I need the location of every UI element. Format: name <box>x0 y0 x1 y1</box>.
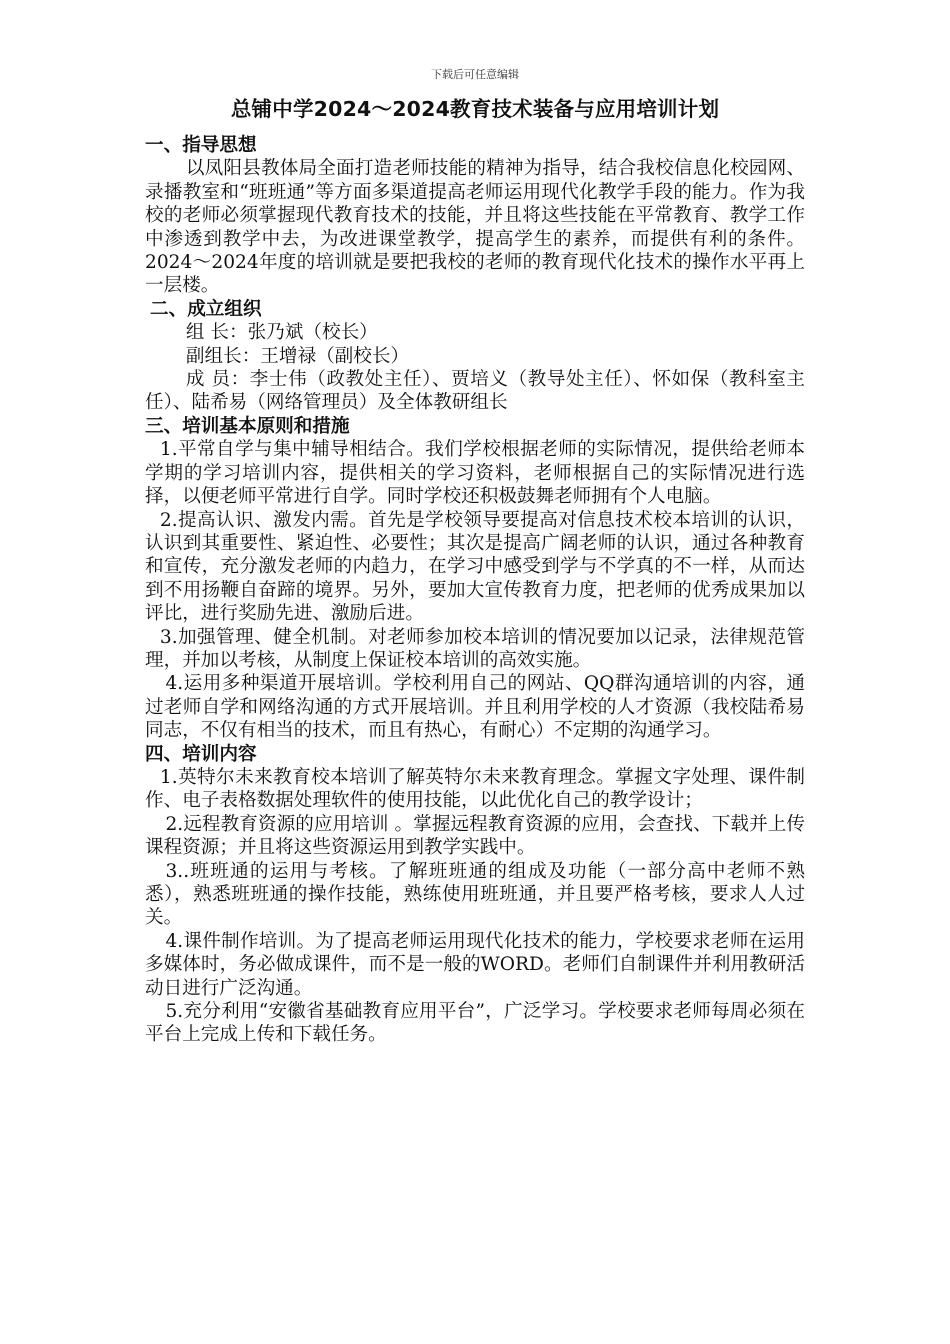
principle-item-3: 3.加强管理、健全机制。对老师参加校本培训的情况要加以记录，法律规范管理，并加以考核，从制度上保证校本培训的高效实施。 <box>145 626 805 671</box>
content-item-3: 3..班班通的运用与考核。了解班班通的组成及功能（一部分高中老师不熟悉），熟悉班班通的操作技能，熟练使用班班通，并且要严格考核，要求人人过关。 <box>145 860 805 929</box>
org-members: 成 员：李士伟（政教处主任）、贾培义（教导处主任）、怀如保（教科室主任）、陆希易（网络管理员）及全体教研组长 <box>145 369 805 414</box>
paragraph-guiding-thought: 以凤阳县教体局全面打造老师技能的精神为指导，结合我校信息化校园网、录播教室和“班班通”等方面多渠道提高老师运用现代化教学手段的能力。作为我校的老师必须掌握现代教育技术的技能，并且将这些技能在平常教育、教学工作中渗透到教学中去，为改进课堂教学，提高学生的素养，而提供有利的条件。2024～2024年度的培训就是要把我校的老师的教育现代化技术的操作水平再上一层楼。 <box>145 158 805 297</box>
content-item-1: 1.英特尔未来教育校本培训了解英特尔未来教育理念。掌握文字处理、课件制作、电子表格数据处理软件的使用技能，以此优化自己的教学设计； <box>145 766 805 812</box>
principle-item-4: 4.运用多种渠道开展培训。学校利用自己的网站、QQ群沟通培训的内容，通过老师自学和网络沟通的方式开展培训。并且利用学校的人才资源（我校陆希易同志，不仅有相当的技术，而且有热心，有耐心）不定期的沟通学习。 <box>145 673 805 742</box>
document-body <box>145 134 805 1047</box>
section-heading-guiding-thought: 一、指导思想 <box>145 135 257 156</box>
org-leader: 组 长：张乃斌（校长） <box>185 322 378 344</box>
principle-item-2: 2.提高认识、激发内需。首先是学校领导要提高对信息技术校本培训的认识，认识到其重要性、紧迫性、必要性；其次是提高广阔老师的认识，通过各种教育和宣传，充分激发老师的内趋力，在学习中感受到学与不学真的不一样，从而达到不用扬鞭自奋蹄的境界。另外，要加大宣传教育力度，把老师的优秀成果加以评比，进行奖励先进、激励后进。 <box>145 509 805 625</box>
org-deputy: 副组长：王增禄（副校长） <box>185 345 410 367</box>
header-note: 下载后可任意编辑 <box>431 68 519 81</box>
principle-item-1: 1.平常自学与集中辅导相结合。我们学校根据老师的实际情况，提供给老师本学期的学习培训内容，提供相关的学习资料，老师根据自己的实际情况进行选择，以便老师平常进行自学。同时学校还积极鼓舞老师拥有个人电脑。 <box>145 439 805 508</box>
content-item-2: 2.远程教育资源的应用培训 。掌握远程教育资源的应用，会查找、下载并上传课程资源；并且将这些资源运用到教学实践中。 <box>145 813 805 859</box>
section-heading-organization: 二、成立组织 <box>150 298 262 320</box>
document-title: 总铺中学2024～2024教育技术装备与应用培训计划 <box>230 97 720 121</box>
section-heading-principles: 三、培训基本原则和措施 <box>145 415 350 437</box>
content-item-5: 5.充分利用“安徽省基础教育应用平台”，广泛学习。学校要求老师每周必须在平台上完成上传和下载任务。 <box>145 1001 805 1046</box>
content-item-4: 4.课件制作培训。为了提高老师运用现代化技术的能力，学校要求老师在运用多媒体时，务必做成课件，而不是一般的WORD。老师们自制课件并利用教研活动日进行广泛沟通。 <box>145 930 805 999</box>
section-heading-content: 四、培训内容 <box>145 743 257 765</box>
